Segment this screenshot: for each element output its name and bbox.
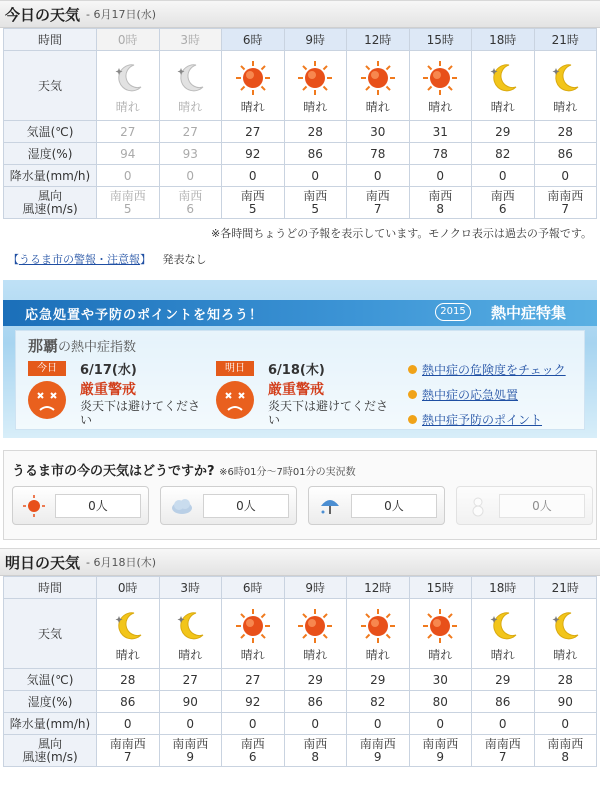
bullet-icon <box>408 415 417 424</box>
cell-time: 12時 <box>347 577 410 599</box>
tomorrow-date: - 6月18日(木) <box>86 556 157 569</box>
cell-temp: 27 <box>159 669 222 691</box>
cell-rain: 0 <box>472 165 535 187</box>
cell-temp: 29 <box>347 669 410 691</box>
row-wind <box>4 735 597 767</box>
cloud-icon <box>171 495 193 517</box>
cell-rain: 0 <box>222 713 285 735</box>
cell-weather <box>409 599 472 669</box>
cell-wind: 南南西 8 <box>534 735 597 767</box>
sun-icon <box>360 608 396 644</box>
label-temp: 気温(℃) <box>4 669 97 691</box>
cell-wind: 南南西 7 <box>534 187 597 219</box>
cell-wind: 南南西 9 <box>409 735 472 767</box>
cell-rain: 0 <box>409 713 472 735</box>
weather-text: 晴れ <box>428 100 453 114</box>
cell-hum: 86 <box>534 143 597 165</box>
heat-index-panel <box>15 330 585 430</box>
sun-icon <box>235 60 271 96</box>
today-date: - 6月17日(水) <box>86 8 157 21</box>
cell-wind: 南西 6 <box>222 735 285 767</box>
cell-temp: 27 <box>159 121 222 143</box>
sun-icon <box>235 608 271 644</box>
cell-hum: 80 <box>409 691 472 713</box>
cell-time: 0時 <box>97 577 160 599</box>
cell-time: 3時 <box>159 577 222 599</box>
sad-face-icon <box>28 381 66 419</box>
label-wind: 風向 風速(m/s) <box>4 735 97 767</box>
row-time <box>4 29 597 51</box>
cell-hum: 86 <box>284 143 347 165</box>
cell-rain: 0 <box>97 713 160 735</box>
cell-temp: 28 <box>534 121 597 143</box>
poll-count: 0人 <box>499 494 585 518</box>
row-hum <box>4 143 597 165</box>
row-weather <box>4 51 597 121</box>
cell-rain: 0 <box>534 713 597 735</box>
heat-msg: 炎天下は避けてください <box>80 399 201 427</box>
link-prevention[interactable]: 熱中症予防のポイント <box>408 411 566 428</box>
poll-snow-button[interactable] <box>456 486 593 525</box>
cell-weather <box>347 51 410 121</box>
heat-day-tomorrow <box>216 357 396 427</box>
cell-time: 15時 <box>409 29 472 51</box>
cell-rain: 0 <box>534 165 597 187</box>
cell-temp: 27 <box>222 669 285 691</box>
label-rain: 降水量(mm/h) <box>4 165 97 187</box>
moon-icon <box>547 60 583 96</box>
cell-temp: 29 <box>284 669 347 691</box>
label-humidity: 湿度(%) <box>4 691 97 713</box>
cell-hum: 82 <box>472 143 535 165</box>
cell-hum: 86 <box>97 691 160 713</box>
sun-icon <box>422 608 458 644</box>
cell-rain: 0 <box>472 713 535 735</box>
cell-weather <box>222 51 285 121</box>
sun-icon <box>297 608 333 644</box>
bullet-icon <box>408 390 417 399</box>
row-hum <box>4 691 597 713</box>
cell-wind: 南西 6 <box>472 187 535 219</box>
day-tag: 今日 <box>28 361 66 376</box>
cell-hum: 90 <box>159 691 222 713</box>
cell-temp: 28 <box>284 121 347 143</box>
cell-hum: 86 <box>284 691 347 713</box>
row-time <box>4 577 597 599</box>
row-temp <box>4 121 597 143</box>
day-date: 6/17(水) <box>80 363 137 378</box>
label-wind: 風向 風速(m/s) <box>4 187 97 219</box>
year-badge: 2015 <box>435 303 471 321</box>
cell-temp: 30 <box>409 669 472 691</box>
weather-text: 晴れ <box>553 100 578 114</box>
moon-icon <box>110 608 146 644</box>
row-weather <box>4 599 597 669</box>
weather-text: 晴れ <box>115 100 140 114</box>
cell-weather <box>534 51 597 121</box>
cell-time: 3時 <box>159 29 222 51</box>
cell-weather <box>97 51 160 121</box>
cell-hum: 78 <box>347 143 410 165</box>
heat-level: 厳重警戒 <box>268 382 324 398</box>
moon-icon <box>485 608 521 644</box>
cell-time: 0時 <box>97 29 160 51</box>
city-name[interactable]: 那覇 <box>28 337 59 355</box>
cell-wind: 南西 5 <box>222 187 285 219</box>
weather-text: 晴れ <box>428 648 453 662</box>
cell-rain: 0 <box>159 713 222 735</box>
banner-text: 応急処置や予防のポイントを知ろう！ <box>25 308 264 323</box>
heat-index-label: の熱中症指数 <box>58 340 137 355</box>
cell-weather <box>284 599 347 669</box>
cell-hum: 92 <box>222 143 285 165</box>
heat-city <box>28 335 136 356</box>
cell-temp: 30 <box>347 121 410 143</box>
link-first-aid[interactable]: 熱中症の応急処置 <box>408 386 566 403</box>
snowman-icon <box>467 495 489 517</box>
cell-weather <box>159 599 222 669</box>
heat-level: 厳重警戒 <box>80 382 136 398</box>
cell-time: 6時 <box>222 577 285 599</box>
cell-weather <box>159 51 222 121</box>
row-wind <box>4 187 597 219</box>
cell-rain: 0 <box>409 165 472 187</box>
poll-sunny-button[interactable] <box>12 486 149 525</box>
cell-wind: 南南西 9 <box>347 735 410 767</box>
cell-weather <box>347 599 410 669</box>
weather-text: 晴れ <box>178 100 203 114</box>
cell-hum: 82 <box>347 691 410 713</box>
cell-weather <box>409 51 472 121</box>
cell-temp: 27 <box>97 121 160 143</box>
weather-poll <box>3 450 597 540</box>
cell-hum: 93 <box>159 143 222 165</box>
day-date: 6/18(木) <box>268 363 325 378</box>
today-header <box>0 0 600 28</box>
cell-rain: 0 <box>284 165 347 187</box>
cell-temp: 31 <box>409 121 472 143</box>
weather-text: 晴れ <box>240 648 265 662</box>
label-temp: 気温(℃) <box>4 121 97 143</box>
weather-text: 晴れ <box>490 648 515 662</box>
sun-icon <box>23 495 45 517</box>
cell-wind: 南西 6 <box>159 187 222 219</box>
label-time: 時間 <box>4 577 97 599</box>
cell-weather <box>472 51 535 121</box>
label-rain: 降水量(mm/h) <box>4 713 97 735</box>
weather-text: 晴れ <box>240 100 265 114</box>
label-weather: 天気 <box>4 599 97 669</box>
cell-wind: 南西 8 <box>284 735 347 767</box>
poll-rain-button[interactable] <box>308 486 445 525</box>
sun-icon <box>422 60 458 96</box>
heat-day-today <box>28 357 208 427</box>
umbrella-icon <box>319 495 341 517</box>
cell-rain: 0 <box>347 165 410 187</box>
cell-temp: 29 <box>472 669 535 691</box>
heat-links <box>408 361 566 436</box>
poll-count: 0人 <box>351 494 437 518</box>
cell-temp: 28 <box>534 669 597 691</box>
cell-wind: 南西 8 <box>409 187 472 219</box>
cell-weather <box>222 599 285 669</box>
cell-wind: 南南西 5 <box>97 187 160 219</box>
cell-hum: 90 <box>534 691 597 713</box>
tomorrow-header <box>0 548 600 576</box>
cell-temp: 27 <box>222 121 285 143</box>
cell-hum: 86 <box>472 691 535 713</box>
weather-text: 晴れ <box>303 648 328 662</box>
cell-wind: 南南西 7 <box>472 735 535 767</box>
cell-temp: 28 <box>97 669 160 691</box>
cell-hum: 92 <box>222 691 285 713</box>
moon-icon <box>172 60 208 96</box>
moon-icon <box>172 608 208 644</box>
moon-icon <box>110 60 146 96</box>
poll-question: うるま市の今の天気はどうですか? ※6時01分～7時01分の実況数 <box>12 464 356 479</box>
cell-time: 9時 <box>284 29 347 51</box>
cell-time: 9時 <box>284 577 347 599</box>
cell-wind: 南西 7 <box>347 187 410 219</box>
cell-weather <box>534 599 597 669</box>
warning-status: 発表なし <box>162 253 207 266</box>
weather-text: 晴れ <box>490 100 515 114</box>
weather-text: 晴れ <box>553 648 578 662</box>
moon-icon <box>547 608 583 644</box>
row-temp <box>4 669 597 691</box>
cell-time: 15時 <box>409 577 472 599</box>
cell-weather <box>472 599 535 669</box>
today-title: 今日の天気 <box>5 5 81 24</box>
cell-temp: 29 <box>472 121 535 143</box>
sun-icon <box>360 60 396 96</box>
moon-icon <box>485 60 521 96</box>
tomorrow-forecast-table <box>3 576 597 767</box>
label-weather: 天気 <box>4 51 97 121</box>
weather-text: 晴れ <box>178 648 203 662</box>
sad-face-icon <box>216 381 254 419</box>
bullet-icon <box>408 365 417 374</box>
weather-text: 晴れ <box>303 100 328 114</box>
day-tag: 明日 <box>216 361 254 376</box>
feature-title: 熱中症特集 <box>491 304 567 322</box>
cell-time: 12時 <box>347 29 410 51</box>
label-humidity: 湿度(%) <box>4 143 97 165</box>
cell-time: 18時 <box>472 577 535 599</box>
cell-wind: 南南西 7 <box>97 735 160 767</box>
cell-rain: 0 <box>159 165 222 187</box>
cell-time: 21時 <box>534 577 597 599</box>
cell-weather <box>284 51 347 121</box>
heat-msg: 炎天下は避けてください <box>268 399 389 427</box>
poll-cloudy-button[interactable] <box>160 486 297 525</box>
poll-count: 0人 <box>203 494 289 518</box>
cell-time: 6時 <box>222 29 285 51</box>
forecast-note: ※各時間ちょうどの予報を表示しています。モノクロ表示は過去の予報です。 <box>210 227 592 240</box>
label-time: 時間 <box>4 29 97 51</box>
cell-rain: 0 <box>97 165 160 187</box>
link-check-risk[interactable]: 熱中症の危険度をチェック <box>408 361 566 378</box>
cell-wind: 南南西 9 <box>159 735 222 767</box>
cell-rain: 0 <box>222 165 285 187</box>
weather-text: 晴れ <box>115 648 140 662</box>
sun-icon <box>297 60 333 96</box>
poll-note: ※6時01分～7時01分の実況数 <box>219 467 356 478</box>
warning-link[interactable]: うるま市の警報・注意報 <box>19 253 140 266</box>
cell-rain: 0 <box>347 713 410 735</box>
cell-wind: 南西 5 <box>284 187 347 219</box>
today-forecast-table <box>3 28 597 219</box>
poll-count: 0人 <box>55 494 141 518</box>
cell-rain: 0 <box>284 713 347 735</box>
row-rain <box>4 165 597 187</box>
weather-text: 晴れ <box>365 648 390 662</box>
weather-text: 晴れ <box>365 100 390 114</box>
heatstroke-banner[interactable] <box>3 280 597 438</box>
cell-hum: 94 <box>97 143 160 165</box>
cell-time: 18時 <box>472 29 535 51</box>
cell-weather <box>97 599 160 669</box>
cell-hum: 78 <box>409 143 472 165</box>
warning-row: 【うるま市の警報・注意報】 発表なし <box>8 253 207 266</box>
row-rain <box>4 713 597 735</box>
cell-time: 21時 <box>534 29 597 51</box>
tomorrow-title: 明日の天気 <box>5 553 81 572</box>
